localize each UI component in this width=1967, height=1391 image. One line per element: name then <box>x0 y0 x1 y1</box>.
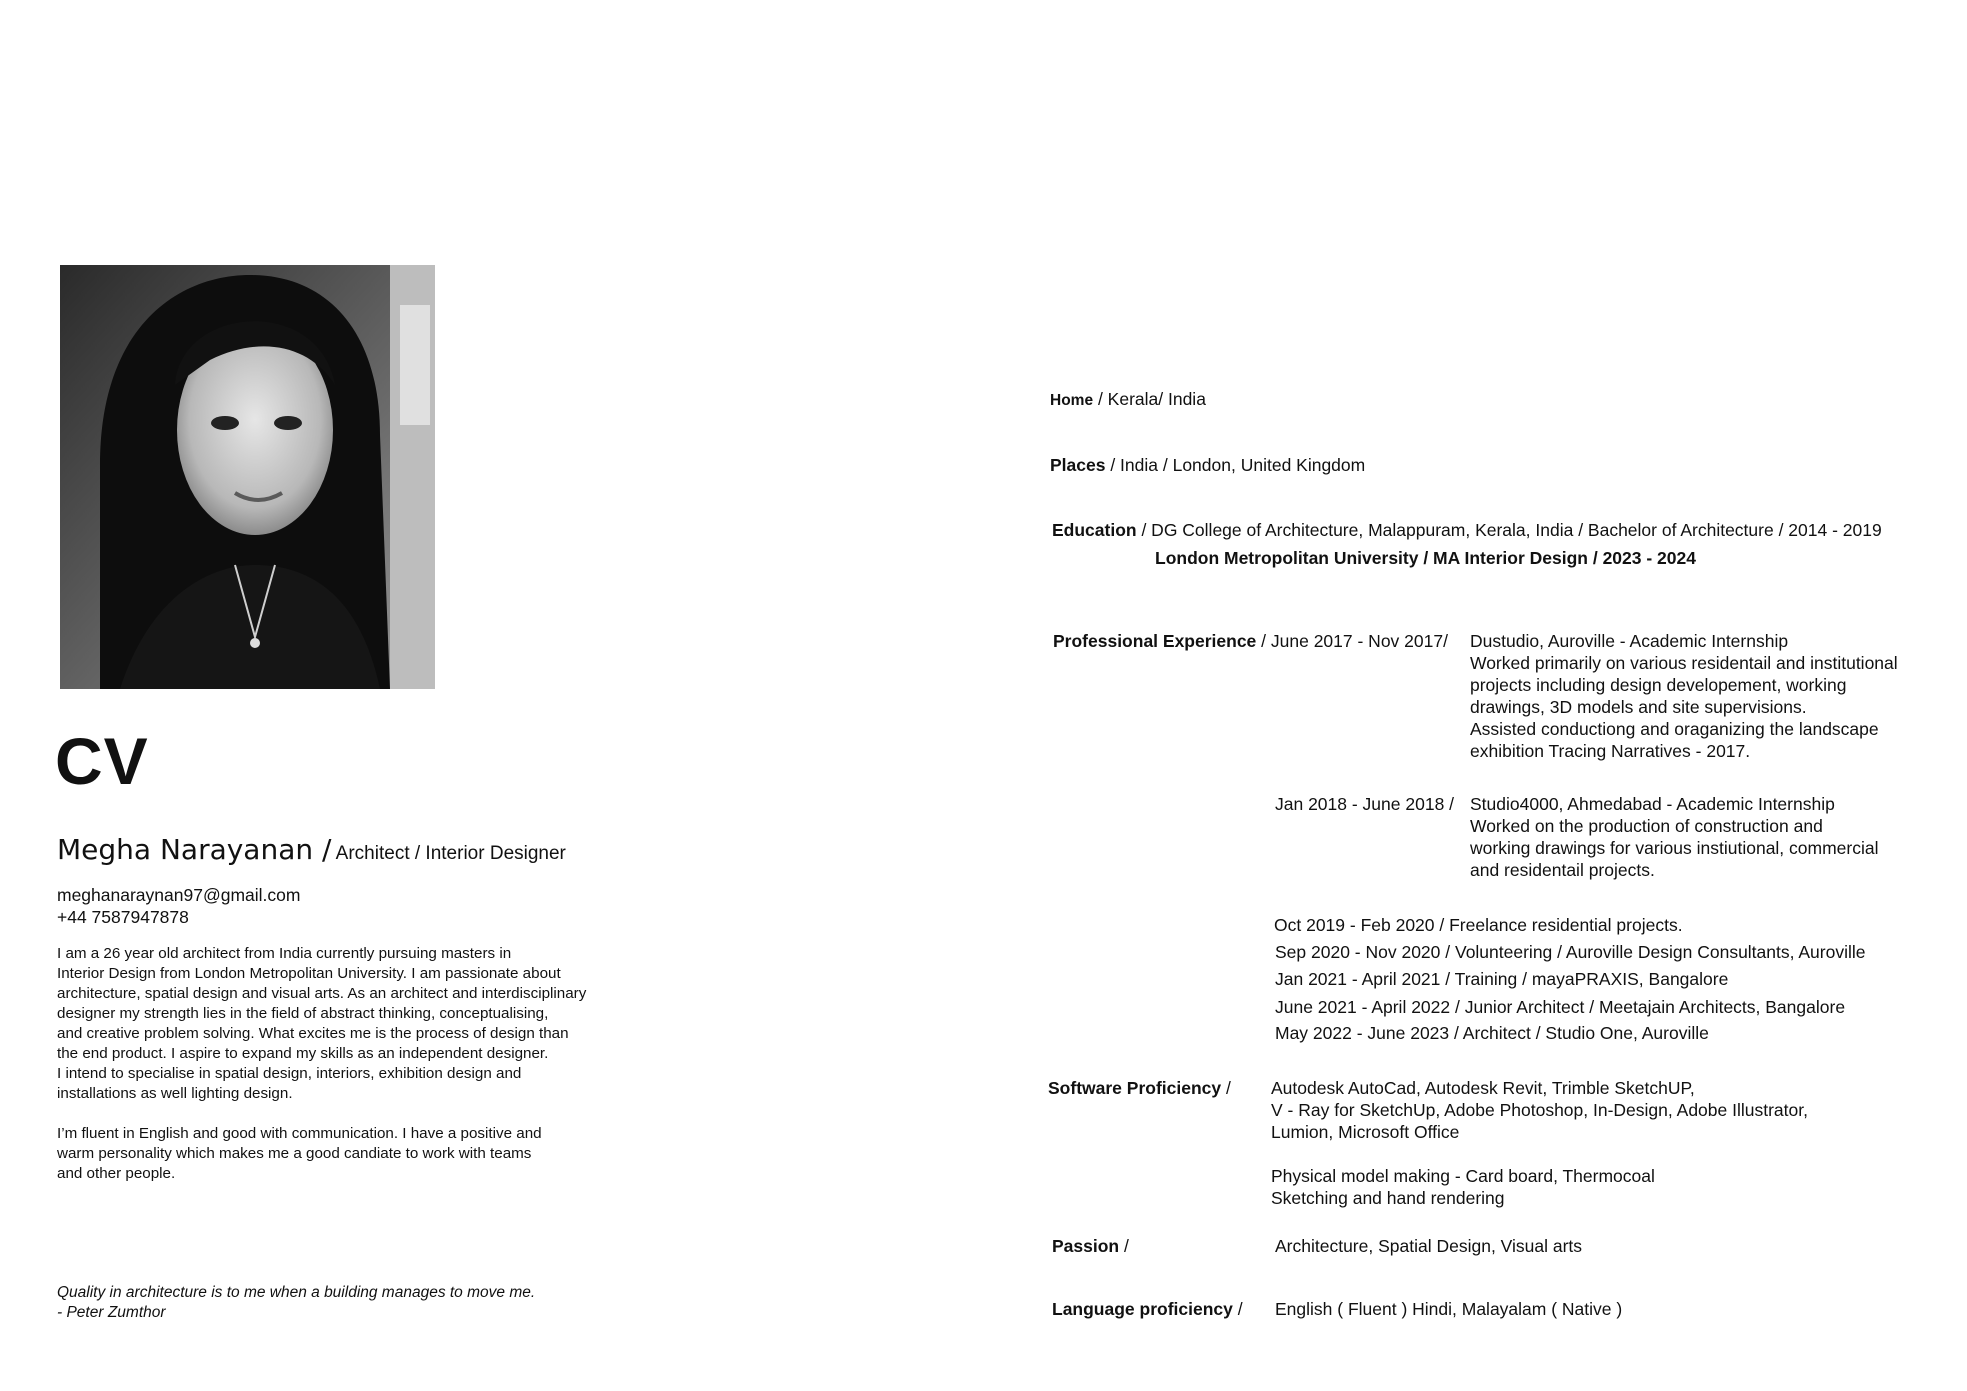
experience-5: Jan 2021 - April 2021 / Training / mayaPRAXIS, Bangalore <box>1275 969 1729 989</box>
language-separator: / <box>1232 1299 1243 1319</box>
bio-paragraph-1: I am a 26 year old architect from India currently pursuing masters in Interior Design from London Metropolitan University. I am passionate about architecture, spatial design and visual arts. As an architect and interdisciplinary designer my strength lies in the field of abstract thinking, conceptualising, and creative problem solving. What excites me is the process of design than the end product. I aspire to expand my skills as an independent designer. I intend to specialise in spatial design, interiors, exhibition design and installations as well lighting design. <box>57 945 587 1102</box>
passion-separator: / <box>1119 1236 1129 1256</box>
phone: +44 7587947878 <box>57 907 189 927</box>
language-label: Language proficiency <box>1052 1299 1233 1319</box>
experience-label: Professional Experience <box>1053 631 1257 651</box>
person-role: Architect / Interior Designer <box>331 843 566 864</box>
cv-title: CV <box>55 724 149 798</box>
experience-6: June 2021 - April 2022 / Junior Architect / Meetajain Architects, Bangalore <box>1275 997 1846 1017</box>
passion-value: Architecture, Spatial Design, Visual arts <box>1275 1236 1583 1256</box>
home-row <box>1050 388 1206 412</box>
software-row <box>1048 1077 1231 1099</box>
passion-label: Passion <box>1052 1236 1120 1256</box>
bio-paragraph-2: I’m fluent in English and good with communication. I have a positive and warm personality which makes me a good candiate to work with teams and other people. <box>57 1125 542 1182</box>
education-row <box>1052 519 1882 541</box>
experience-2-text: Studio4000, Ahmedabad - Academic Internship Worked on the production of construction and working drawings for various instiutional, commercial and residentail projects. <box>1470 794 1879 880</box>
software-label: Software Proficiency <box>1048 1078 1222 1098</box>
experience-1-date: / June 2017 - Nov 2017/ <box>1256 631 1448 651</box>
home-label: Home <box>1050 392 1094 409</box>
quote: Quality in architecture is to me when a building manages to move me. - Peter Zumthor <box>57 1284 536 1321</box>
home-value: / Kerala/ India <box>1093 389 1206 409</box>
experience-2-date: Jan 2018 - June 2018 / <box>1275 794 1455 814</box>
places-row <box>1050 454 1365 476</box>
experience-4: Sep 2020 - Nov 2020 / Volunteering / Auroville Design Consultants, Auroville <box>1275 942 1866 962</box>
person-name: Megha Narayanan / <box>57 833 332 866</box>
education-line-1: / DG College of Architecture, Malappuram, Kerala, India / Bachelor of Architecture / 2014 - 2019 <box>1136 520 1882 540</box>
language-row <box>1052 1298 1243 1320</box>
email: meghanaraynan97@gmail.com <box>57 885 301 905</box>
software-extra: Physical model making - Card board, Thermocoal Sketching and hand rendering <box>1271 1166 1655 1208</box>
education-line-2: London Metropolitan University / MA Interior Design / 2023 - 2024 <box>1155 548 1696 568</box>
software-separator: / <box>1221 1078 1231 1098</box>
software-list: Autodesk AutoCad, Autodesk Revit, Trimble SketchUP, V - Ray for SketchUp, Adobe Photoshop, In-Design, Adobe Illustrator, Lumion, Microsoft Office <box>1271 1078 1808 1142</box>
experience-7: May 2022 - June 2023 / Architect / Studio One, Auroville <box>1275 1023 1709 1043</box>
bio <box>57 944 657 1204</box>
passion-row <box>1052 1235 1129 1257</box>
places-label: Places <box>1050 455 1106 475</box>
education-label: Education <box>1052 520 1137 540</box>
experience-3: Oct 2019 - Feb 2020 / Freelance residential projects. <box>1274 915 1683 935</box>
experience-row-1 <box>1053 630 1448 652</box>
portrait-photo <box>60 265 435 689</box>
contact-block <box>57 884 300 928</box>
experience-1-text: Dustudio, Auroville - Academic Internship Worked primarily on various residentail and institutional projects including design developement, working drawings, 3D models and site supervisions. Assisted conductiong and oraganizing the landscape exhibition Tracing Narratives - 2017. <box>1470 631 1898 761</box>
places-value: / India / London, United Kingdom <box>1105 455 1366 475</box>
name-line <box>57 833 566 867</box>
language-value: English ( Fluent ) Hindi, Malayalam ( Native ) <box>1275 1299 1623 1319</box>
